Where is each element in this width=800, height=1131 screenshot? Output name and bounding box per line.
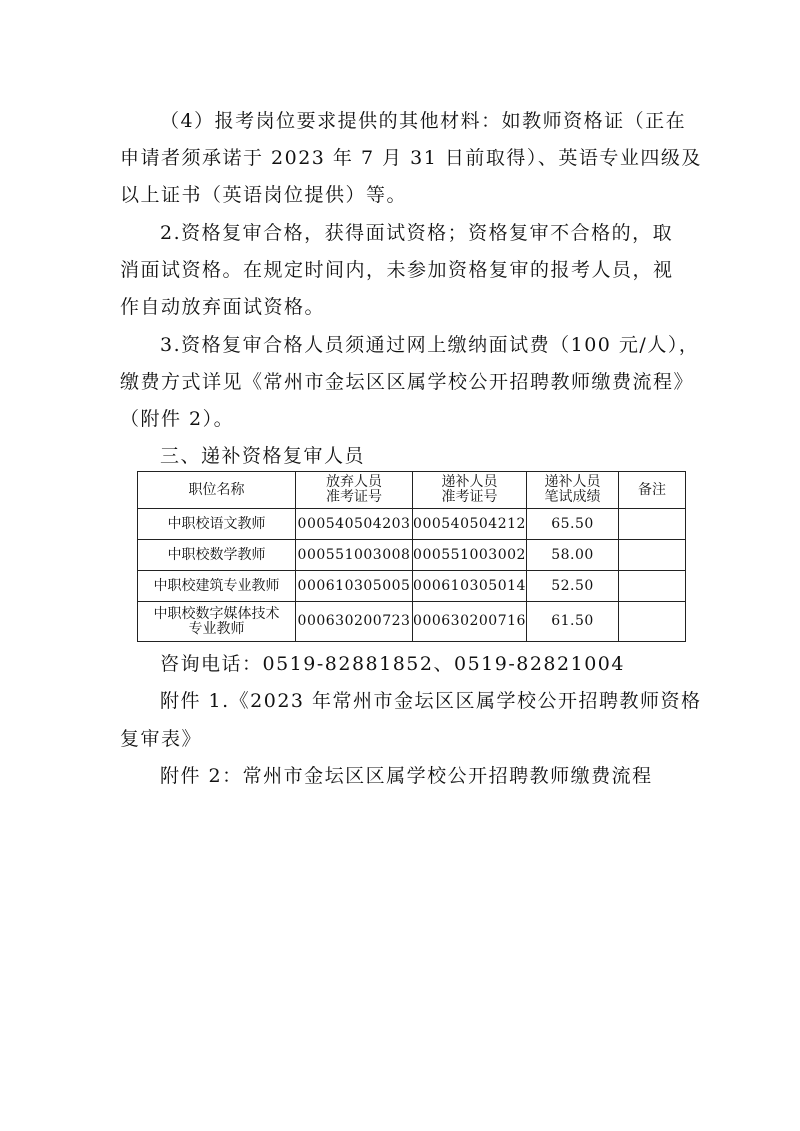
- paragraph-materials-line3: 以上证书（英语岗位提供）等。: [120, 184, 408, 206]
- header-forfeit: 放弃人员 准考证号: [296, 472, 413, 509]
- table-row: [138, 540, 686, 571]
- table-row: [138, 571, 686, 602]
- paragraph-fee-line2: 缴费方式详见《常州市金坛区区属学校公开招聘教师缴费流程》: [120, 371, 695, 393]
- cell-position: 中职校数字媒体技术 专业教师: [138, 602, 296, 642]
- cell-score: 61.50: [527, 602, 619, 642]
- section-title: 三、递补资格复审人员: [160, 445, 366, 467]
- paragraph-materials-line1: （4）报考岗位要求提供的其他材料：如教师资格证（正在: [160, 110, 687, 132]
- paragraph-review-line2: 消面试资格。在规定时间内，未参加资格复审的报考人员，视: [120, 259, 674, 281]
- cell-score: 58.00: [527, 540, 619, 571]
- cell-score: 65.50: [527, 509, 619, 540]
- cell-forfeit-id: 000610305005: [296, 571, 413, 602]
- cell-position: 中职校语文教师: [138, 509, 296, 540]
- table-row: [138, 509, 686, 540]
- cell-forfeit-id: 000540504203: [296, 509, 413, 540]
- table-row: [138, 602, 686, 642]
- header-score: 递补人员 笔试成绩: [527, 472, 619, 509]
- attachment1-line1: 附件 1.《2023 年常州市金坛区区属学校公开招聘教师资格: [160, 690, 702, 712]
- paragraph-fee-line1: 3.资格复审合格人员须通过网上缴纳面试费（100 元/人），: [160, 334, 700, 356]
- paragraph-materials-line2: 申请者须承诺于 2023 年 7 月 31 日前取得）、英语专业四级及: [120, 147, 702, 169]
- cell-note: [619, 540, 686, 571]
- cell-forfeit-id: 000630200723: [296, 602, 413, 642]
- cell-sub-id: 000610305014: [413, 571, 527, 602]
- header-note: 备注: [619, 472, 686, 509]
- cell-note: [619, 602, 686, 642]
- cell-position: 中职校数学教师: [138, 540, 296, 571]
- table-header-row: [138, 472, 686, 509]
- paragraph-fee-line3: （附件 2）。: [120, 408, 235, 430]
- substitute-table: [137, 471, 686, 642]
- cell-position: 中职校建筑专业教师: [138, 571, 296, 602]
- cell-forfeit-id: 000551003008: [296, 540, 413, 571]
- paragraph-review-line1: 2.资格复审合格，获得面试资格；资格复审不合格的，取: [160, 222, 674, 244]
- cell-note: [619, 509, 686, 540]
- cell-score: 52.50: [527, 571, 619, 602]
- attachment1-line2: 复审表》: [120, 728, 203, 750]
- contact-phone: 咨询电话：0519-82881852、0519-82821004: [160, 653, 625, 675]
- paragraph-review-line3: 作自动放弃面试资格。: [120, 296, 326, 318]
- cell-sub-id: 000540504212: [413, 509, 527, 540]
- cell-note: [619, 571, 686, 602]
- cell-sub-id: 000551003002: [413, 540, 527, 571]
- attachment2: 附件 2：常州市金坛区区属学校公开招聘教师缴费流程: [160, 765, 653, 787]
- header-position: 职位名称: [138, 472, 296, 509]
- header-substitute: 递补人员 准考证号: [413, 472, 527, 509]
- cell-sub-id: 000630200716: [413, 602, 527, 642]
